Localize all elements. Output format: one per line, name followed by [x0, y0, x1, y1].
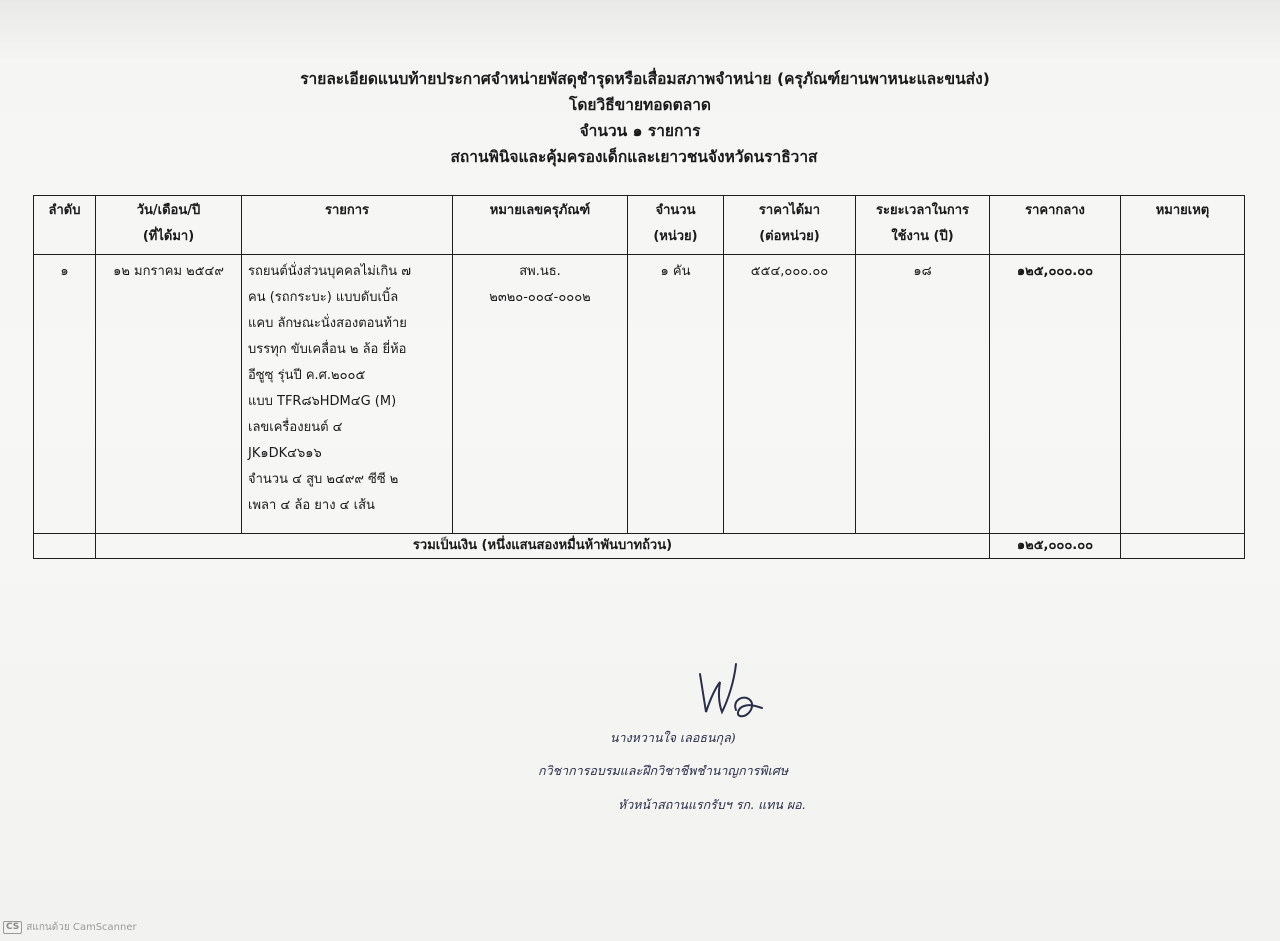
total-amount: ๑๒๕,๐๐๐.๐๐ [990, 534, 1121, 559]
total-row [34, 534, 1245, 559]
header-years-used: ระยะเวลาในการ ใช้งาน (ปี) [856, 196, 990, 255]
handwritten-signature-mark [692, 660, 772, 722]
description-line: รถยนต์นั่งส่วนบุคคลไม่เกิน ๗ [248, 264, 411, 279]
asset-table [33, 195, 1245, 559]
header-asset-number: หมายเลขครุภัณฑ์ [453, 196, 628, 255]
title-line-3: จำนวน ๑ รายการ [579, 122, 701, 140]
description-line: บรรทุก ขับเคลื่อน ๒ ล้อ ยี่ห้อ [248, 342, 407, 357]
total-empty-cell [34, 534, 96, 559]
description-line: แคบ ลักษณะนั่งสองตอนท้าย [248, 316, 407, 331]
cell-order: ๑ [34, 255, 96, 534]
header-order: ลำดับ [34, 196, 96, 255]
cell-years-used: ๑๘ [856, 255, 990, 534]
cell-asset-number: สพ.นธ. ๒๓๒๐-๐๐๔-๐๐๐๒ [453, 255, 628, 534]
title-line-1: รายละเอียดแนบท้ายประกาศจำหน่ายพัสดุชำรุดหรือเสื่อมสภาพจำหน่าย (ครุภัณฑ์ยานพาหนะและขนส่ง) [300, 70, 990, 88]
header-date: วัน/เดือน/ปี (ที่ได้มา) [96, 196, 242, 255]
description-line: เพลา ๔ ล้อ ยาง ๔ เส้น [248, 498, 375, 513]
description-line: อีซูซุ รุ่นปี ค.ศ.๒๐๐๕ [248, 368, 366, 383]
description-line: JK๑DK๔๖๑๖ [248, 446, 322, 461]
signature-block [500, 660, 920, 830]
cell-remark [1121, 255, 1245, 534]
cell-date: ๑๒ มกราคม ๒๕๔๙ [96, 255, 242, 534]
document-title [0, 66, 1280, 170]
description-line: จำนวน ๔ สูบ ๒๔๙๙ ซีซี ๒ [248, 472, 399, 487]
header-remark: หมายเหตุ [1121, 196, 1245, 255]
total-label: รวมเป็นเงิน (หนึ่งแสนสองหมื่นห้าพันบาทถ้วน) [96, 534, 990, 559]
signer-office: หัวหน้าสถานแรกรับฯ รก. แทน ผอ. [618, 797, 806, 812]
cell-quantity: ๑ คัน [628, 255, 724, 534]
cell-acquired-price: ๕๕๔,๐๐๐.๐๐ [724, 255, 856, 534]
table-header-row [34, 196, 1245, 255]
total-remark-cell [1121, 534, 1245, 559]
description-line: เลขเครื่องยนต์ ๔ [248, 420, 343, 435]
table-row [34, 255, 1245, 534]
header-quantity: จำนวน (หน่วย) [628, 196, 724, 255]
description-line: แบบ TFR๘๖HDM๔G (M) [248, 394, 397, 409]
camscanner-icon: CS [3, 921, 22, 934]
cell-description [242, 255, 453, 534]
header-reference-price: ราคากลาง [990, 196, 1121, 255]
title-line-2: โดยวิธีขายทอดตลาด [569, 96, 711, 114]
camscanner-text: สแกนด้วย CamScanner [26, 922, 137, 933]
signer-name: นางหวานใจ เลอธนกุล) [610, 730, 736, 745]
cell-reference-price: ๑๒๕,๐๐๐.๐๐ [990, 255, 1121, 534]
description-line: คน (รถกระบะ) แบบดับเบิ้ล [248, 290, 399, 305]
header-acquired-price: ราคาได้มา (ต่อหน่วย) [724, 196, 856, 255]
camscanner-watermark [3, 920, 137, 935]
header-description: รายการ [242, 196, 453, 255]
signer-position: กวิชาการอบรมและฝึกวิชาชีพชำนาญการพิเศษ [538, 763, 789, 778]
title-line-4: สถานพินิจและคุ้มครองเด็กและเยาวชนจังหวัดนราธิวาส [450, 148, 818, 166]
